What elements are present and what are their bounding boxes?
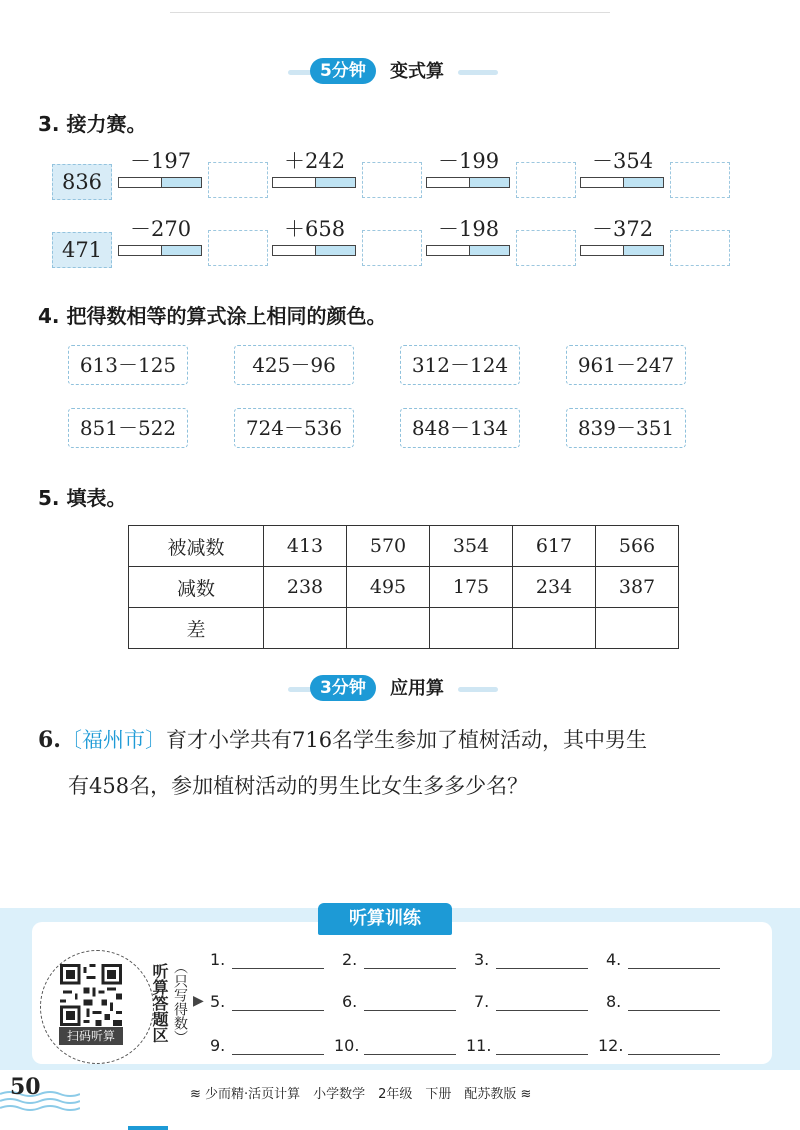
- expression-box[interactable]: 312－124: [400, 345, 520, 385]
- answer-label: 5.: [210, 992, 226, 1011]
- answer-blank[interactable]: [628, 968, 720, 969]
- answer-label: 10.: [334, 1036, 360, 1055]
- qr-label: 扫码听算: [59, 1027, 123, 1045]
- answer-blank[interactable]: [232, 1054, 324, 1055]
- table-cell: 617: [513, 526, 596, 567]
- answer-label: 12.: [598, 1036, 624, 1055]
- answer-label: 6.: [342, 992, 358, 1011]
- question-3-title: 3. 接力赛。: [38, 112, 147, 136]
- table-row: [129, 608, 679, 649]
- table-cell: 354: [430, 526, 513, 567]
- question-text-line2: 有458名，参加植树活动的男生比女生多多少名？: [68, 774, 529, 798]
- answer-blank[interactable]: [364, 1054, 456, 1055]
- answer-area-label: 听算答题区: [150, 963, 169, 1043]
- expression-box[interactable]: 839－351: [566, 408, 686, 448]
- question-4-title: 4. 把得数相等的算式涂上相同的颜色。: [38, 304, 387, 328]
- relay-arrow-bar: [118, 177, 202, 188]
- expression-box[interactable]: 724－536: [234, 408, 354, 448]
- table-cell: 234: [513, 567, 596, 608]
- relay-answer-box[interactable]: [208, 230, 268, 266]
- row-header: 被减数: [129, 526, 264, 567]
- answer-blank[interactable]: [232, 1010, 324, 1011]
- answer-blank[interactable]: [364, 1010, 456, 1011]
- table-cell: 387: [596, 567, 679, 608]
- answer-blank[interactable]: [232, 968, 324, 969]
- relay-answer-box[interactable]: [362, 162, 422, 198]
- expression-box[interactable]: 425－96: [234, 345, 354, 385]
- relay-start: 836: [52, 164, 112, 200]
- answer-cell[interactable]: [430, 608, 513, 649]
- question-6: [38, 717, 758, 809]
- answer-label: 9.: [210, 1036, 226, 1055]
- relay-answer-box[interactable]: [670, 162, 730, 198]
- arrow-right-icon: ▶: [193, 993, 204, 1009]
- answer-label: 3.: [474, 950, 490, 969]
- relay-answer-box[interactable]: [670, 230, 730, 266]
- table-row: [129, 567, 679, 608]
- answer-blank[interactable]: [496, 1010, 588, 1011]
- expression-box[interactable]: 851－522: [68, 408, 188, 448]
- relay-op: －198: [438, 217, 500, 241]
- top-rule: [170, 12, 610, 13]
- answer-label: 8.: [606, 992, 622, 1011]
- answer-cell[interactable]: [513, 608, 596, 649]
- relay-answer-box[interactable]: [516, 230, 576, 266]
- relay-answer-box[interactable]: [362, 230, 422, 266]
- badge-title: 变式算: [390, 61, 444, 82]
- relay-start: 471: [52, 232, 112, 268]
- relay-op: ＋658: [284, 217, 346, 241]
- answer-blank[interactable]: [496, 1054, 588, 1055]
- relay-op: －197: [130, 149, 192, 173]
- page-number: 50: [10, 1074, 41, 1100]
- table-cell: 566: [596, 526, 679, 567]
- table-cell: 570: [347, 526, 430, 567]
- answer-cell[interactable]: [347, 608, 430, 649]
- relay-op: －372: [592, 217, 654, 241]
- table-cell: 413: [264, 526, 347, 567]
- relay-op: －354: [592, 149, 654, 173]
- badge-title: 应用算: [390, 678, 444, 699]
- row-header: 减数: [129, 567, 264, 608]
- answer-blank[interactable]: [628, 1054, 720, 1055]
- relay-op: ＋242: [284, 149, 346, 173]
- footer-accent: [128, 1126, 168, 1130]
- table-cell: 495: [347, 567, 430, 608]
- region-tag: 〔福州市〕: [60, 728, 166, 752]
- question-number: 6.: [38, 727, 61, 753]
- row-header: 差: [129, 608, 264, 649]
- table-cell: 238: [264, 567, 347, 608]
- expression-box[interactable]: 613－125: [68, 345, 188, 385]
- qr-code-icon[interactable]: [60, 964, 122, 1026]
- table-row: [129, 526, 679, 567]
- answer-blank[interactable]: [364, 968, 456, 969]
- answer-blank[interactable]: [496, 968, 588, 969]
- relay-arrow-bar: [272, 245, 356, 256]
- answer-label: 2.: [342, 950, 358, 969]
- question-text: 育才小学共有716名学生参加了植树活动，其中男生: [165, 728, 648, 752]
- relay-answer-box[interactable]: [516, 162, 576, 198]
- expression-box[interactable]: 848－134: [400, 408, 520, 448]
- table-cell: 175: [430, 567, 513, 608]
- subtraction-table: [128, 525, 679, 649]
- relay-op: －199: [438, 149, 500, 173]
- answer-area-note: （只写得数）: [172, 960, 188, 1044]
- relay-arrow-bar: [426, 245, 510, 256]
- relay-arrow-bar: [580, 177, 664, 188]
- answer-blank[interactable]: [628, 1010, 720, 1011]
- relay-arrow-bar: [426, 177, 510, 188]
- section-badge-variation: [0, 57, 800, 87]
- answer-cell[interactable]: [596, 608, 679, 649]
- section-badge-application: [0, 674, 800, 704]
- answer-label: 11.: [466, 1036, 492, 1055]
- answer-label: 7.: [474, 992, 490, 1011]
- answer-label: 4.: [606, 950, 622, 969]
- question-5-title: 5. 填表。: [38, 486, 127, 510]
- relay-arrow-bar: [580, 245, 664, 256]
- answer-cell[interactable]: [264, 608, 347, 649]
- relay-answer-box[interactable]: [208, 162, 268, 198]
- listening-title: 听算训练: [318, 903, 452, 935]
- badge-time: 5分钟: [310, 58, 376, 84]
- badge-time: 3分钟: [310, 675, 376, 701]
- footer-text: ≋ 少而精·活页计算 小学数学 2年级 下册 配苏教版 ≋: [190, 1087, 532, 1102]
- relay-arrow-bar: [272, 177, 356, 188]
- expression-box[interactable]: 961－247: [566, 345, 686, 385]
- answer-label: 1.: [210, 950, 226, 969]
- relay-op: －270: [130, 217, 192, 241]
- relay-arrow-bar: [118, 245, 202, 256]
